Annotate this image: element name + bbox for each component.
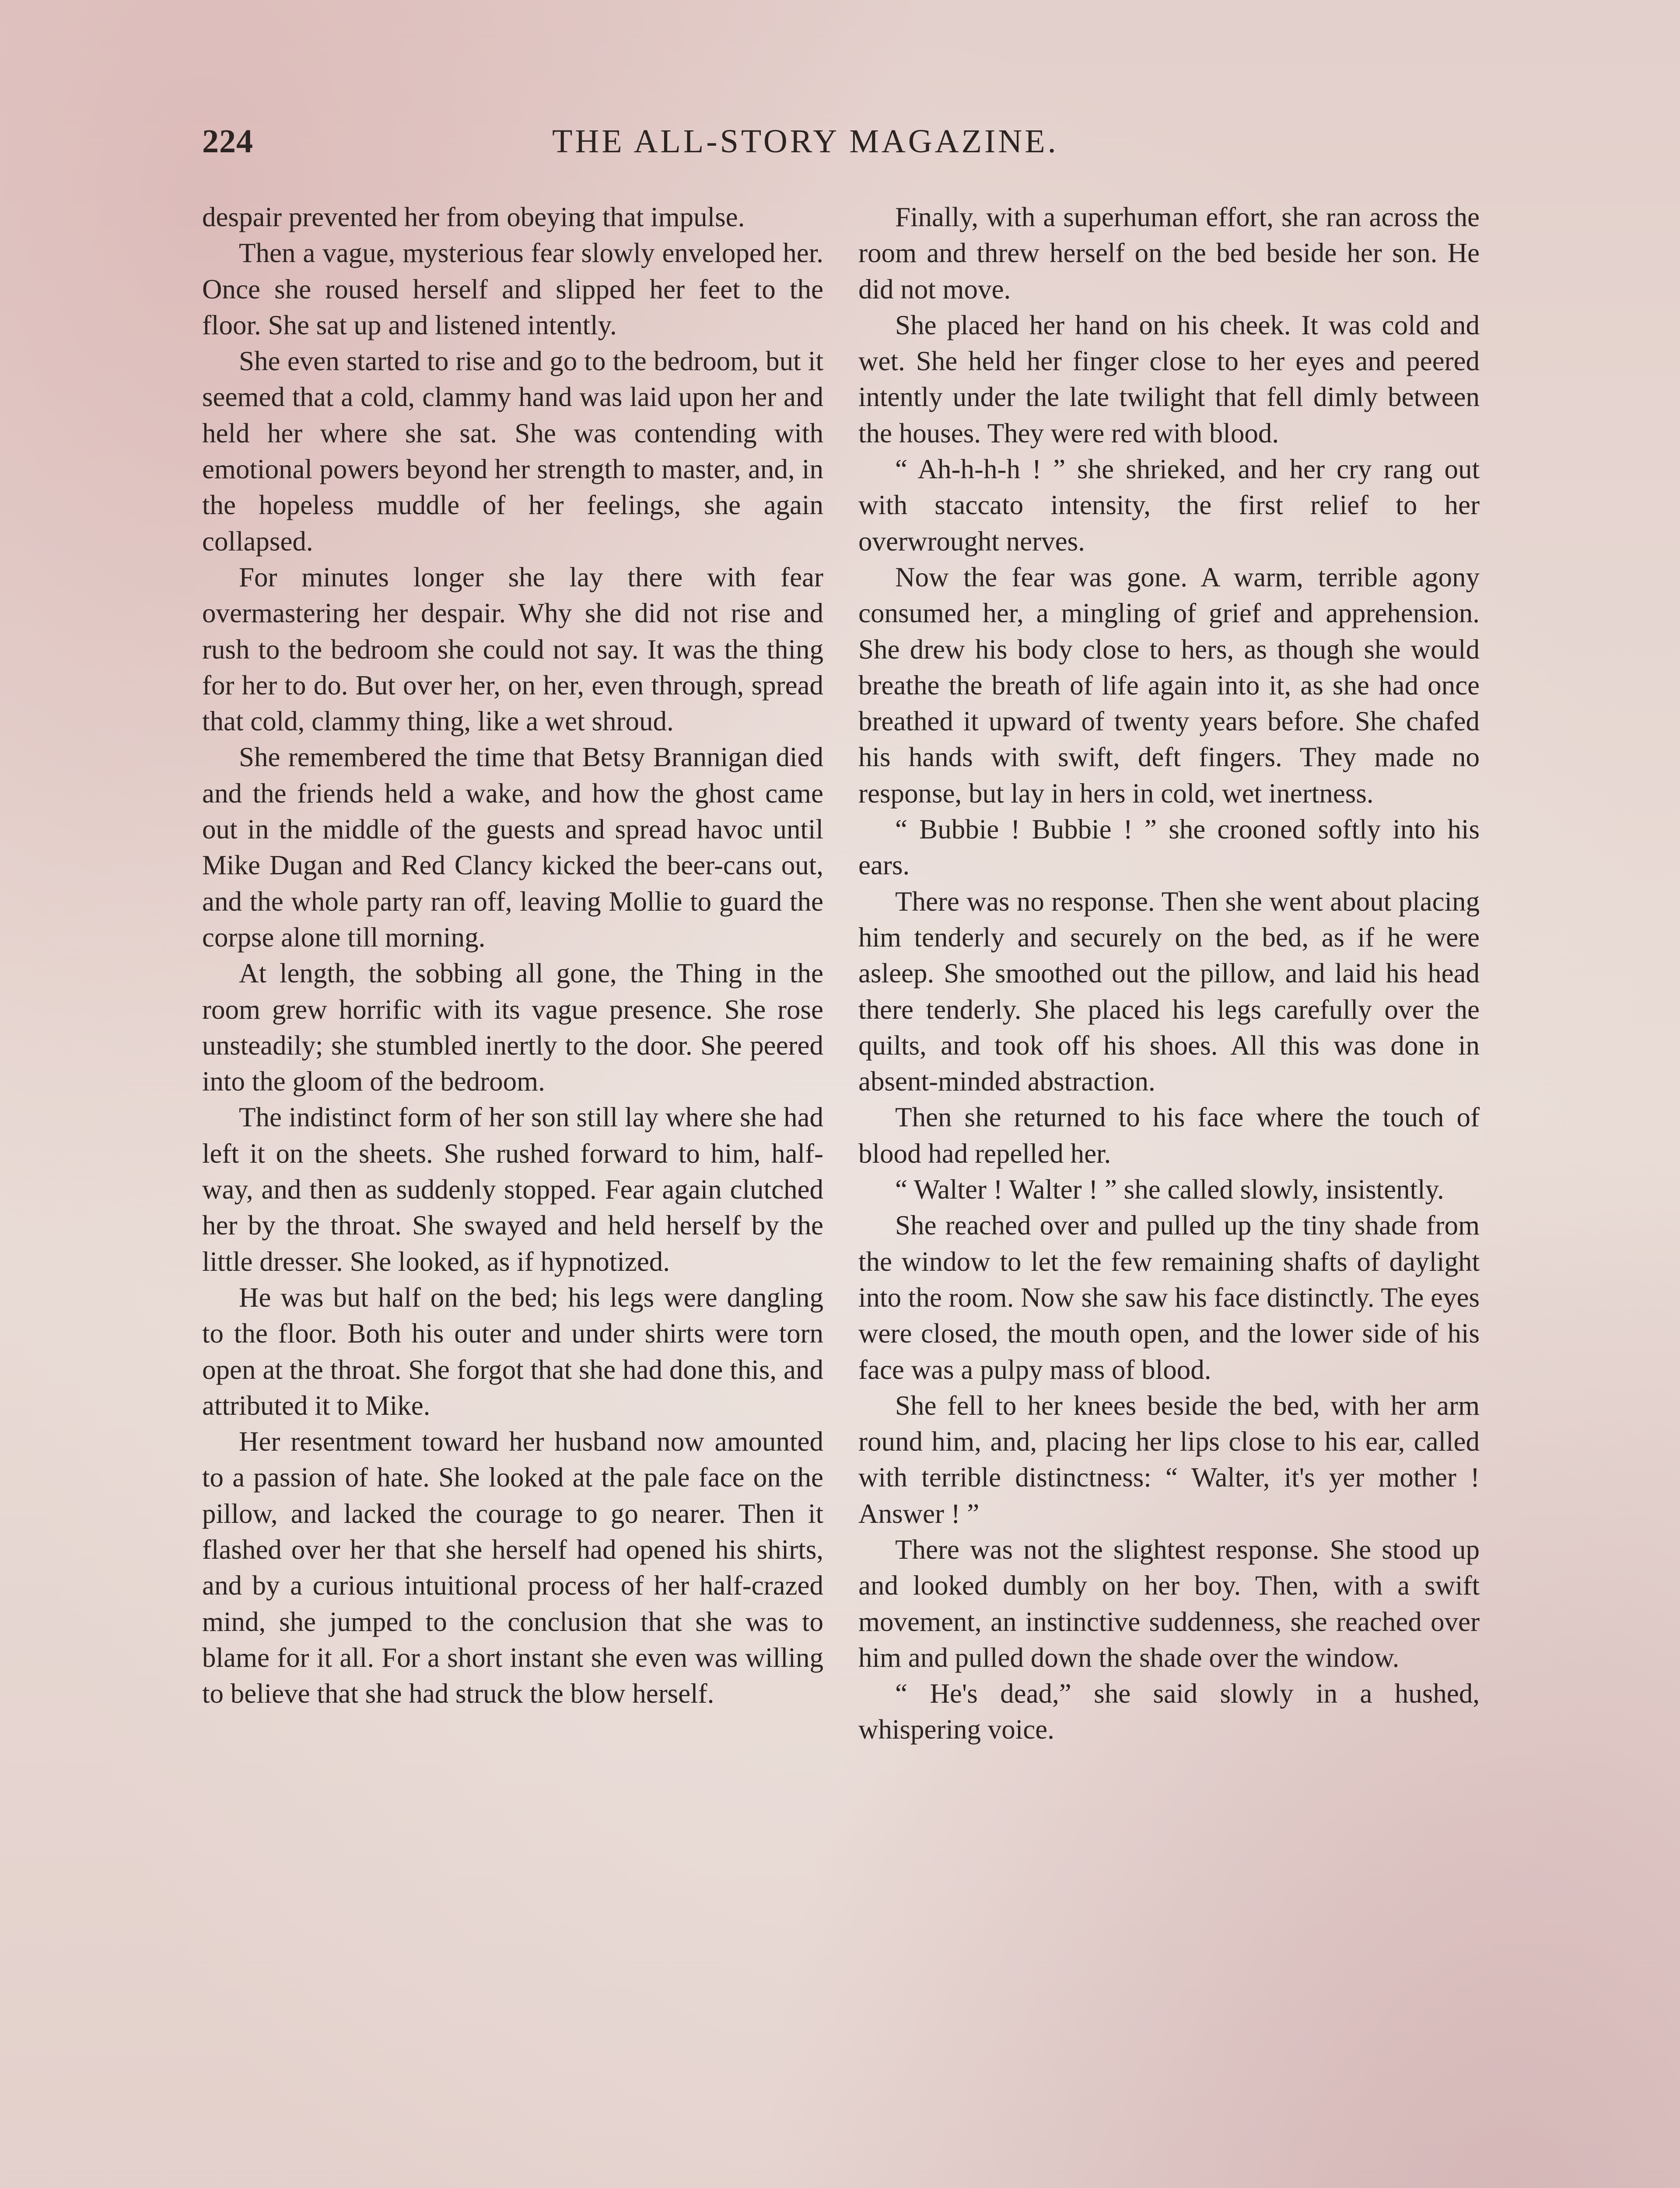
paragraph: She fell to her knees beside the bed, with her arm round him, and, placing her lips close to his ear, called with terrible distinctness: “ Walter, it's yer mother ! Answer ! ” [858, 1390, 1480, 1529]
paragraph: despair prevented her from obeying that impulse. [202, 202, 745, 232]
paragraph: Then a vague, mysterious fear slowly enveloped her. Once she roused herself and slipped her feet to the floor. She sat up and listened intently. [202, 238, 823, 340]
paragraph: Now the fear was gone. A warm, terrible agony consumed her, a mingling of grief and apprehension. She drew his body close to hers, as though she would breathe the breath of life again into it, as she had once breathed it upward of twenty years before. She chafed his hands with swift, deft fingers. They made no response, but lay in hers in cold, wet inertness. [858, 561, 1480, 809]
page-number: 224 [202, 123, 253, 160]
running-head [202, 117, 1488, 165]
paragraph: Her resentment toward her husband now amounted to a passion of hate. She looked at the pale face on the pillow, and lacked the courage to go nearer. Then it flashed over her that she herself had opened his shirts, and by a curious intuitional process of her half-crazed mind, she jumped to the conclusion that she was to blame for it all. For a short instant she even was willing to believe that she had struck the blow herself. [202, 1426, 823, 1709]
right-column [858, 199, 1480, 1748]
paragraph: At length, the sobbing all gone, the Thing in the room grew horrific with its vague presence. She rose unsteadily; she stumbled inertly to the door. She peered into the gloom of the bedroom. [202, 958, 823, 1097]
paragraph: For minutes longer she lay there with fear overmastering her despair. Why she did not rise and rush to the bedroom she could not say. It was the thing for her to do. But over her, on her, even through, spread that cold, clammy thing, like a wet shroud. [202, 561, 823, 737]
paragraph: She even started to rise and go to the bedroom, but it seemed that a cold, clammy hand was laid upon her and held her where she sat. She was contending with emotional powers beyond her strength to master, and, in the hopeless muddle of her feelings, she again collapsed. [202, 346, 823, 557]
left-column [202, 199, 823, 1711]
paragraph: She remembered the time that Betsy Brannigan died and the friends held a wake, and how the ghost came out in the middle of the guests and spread havoc until Mike Dugan and Red Clancy kicked the beer-cans out, and the whole party ran off, leaving Mollie to guard the corpse alone till morning. [202, 742, 823, 953]
paragraph: “ Walter ! Walter ! ” she called slowly, insistently. [895, 1174, 1444, 1205]
paragraph: She placed her hand on his cheek. It was cold and wet. She held her finger close to her eyes and peered intently under the late twilight that fell dimly between the houses. They were red with blood. [858, 309, 1480, 449]
paragraph: Then she returned to his face where the touch of blood had repelled her. [858, 1102, 1480, 1169]
paragraph: “ Bubbie ! Bubbie ! ” she crooned softly into his ears. [858, 814, 1480, 881]
paragraph: “ He's dead,” she said slowly in a hushed, whispering voice. [858, 1678, 1480, 1745]
paragraph: There was no response. Then she went about placing him tenderly and securely on the bed, as if he were asleep. She smoothed out the pillow, and laid his head there tenderly. She placed his legs carefully over the quilts, and took off his shoes. All this was done in absent-minded abstraction. [858, 886, 1480, 1097]
paragraph: “ Ah-h-h-h ! ” she shrieked, and her cry rang out with staccato intensity, the first relief to her overwrought nerves. [858, 454, 1480, 557]
paragraph: Finally, with a superhuman effort, she ran across the room and threw herself on the bed beside her son. He did not move. [858, 202, 1480, 305]
paragraph: She reached over and pulled up the tiny shade from the window to let the few remaining shafts of daylight into the room. Now she saw his face distinctly. The eyes were closed, the mouth open, and the lower side of his face was a pulpy mass of blood. [858, 1210, 1480, 1385]
magazine-title: THE ALL-STORY MAGAZINE. [552, 123, 1059, 160]
paragraph: He was but half on the bed; his legs were dangling to the floor. Both his outer and under shirts were torn open at the throat. She forgot that she had done this, and attributed it to Mike. [202, 1282, 823, 1421]
paragraph: There was not the slightest response. She stood up and looked dumbly on her boy. Then, with a swift movement, an instinctive suddenness, she reached over him and pulled down the shade over the window. [858, 1534, 1480, 1673]
paragraph: The indistinct form of her son still lay where she had left it on the sheets. She rushed forward to him, half-way, and then as suddenly stopped. Fear again clutched her by the throat. She swayed and held herself by the little dresser. She looked, as if hypnotized. [202, 1102, 823, 1277]
